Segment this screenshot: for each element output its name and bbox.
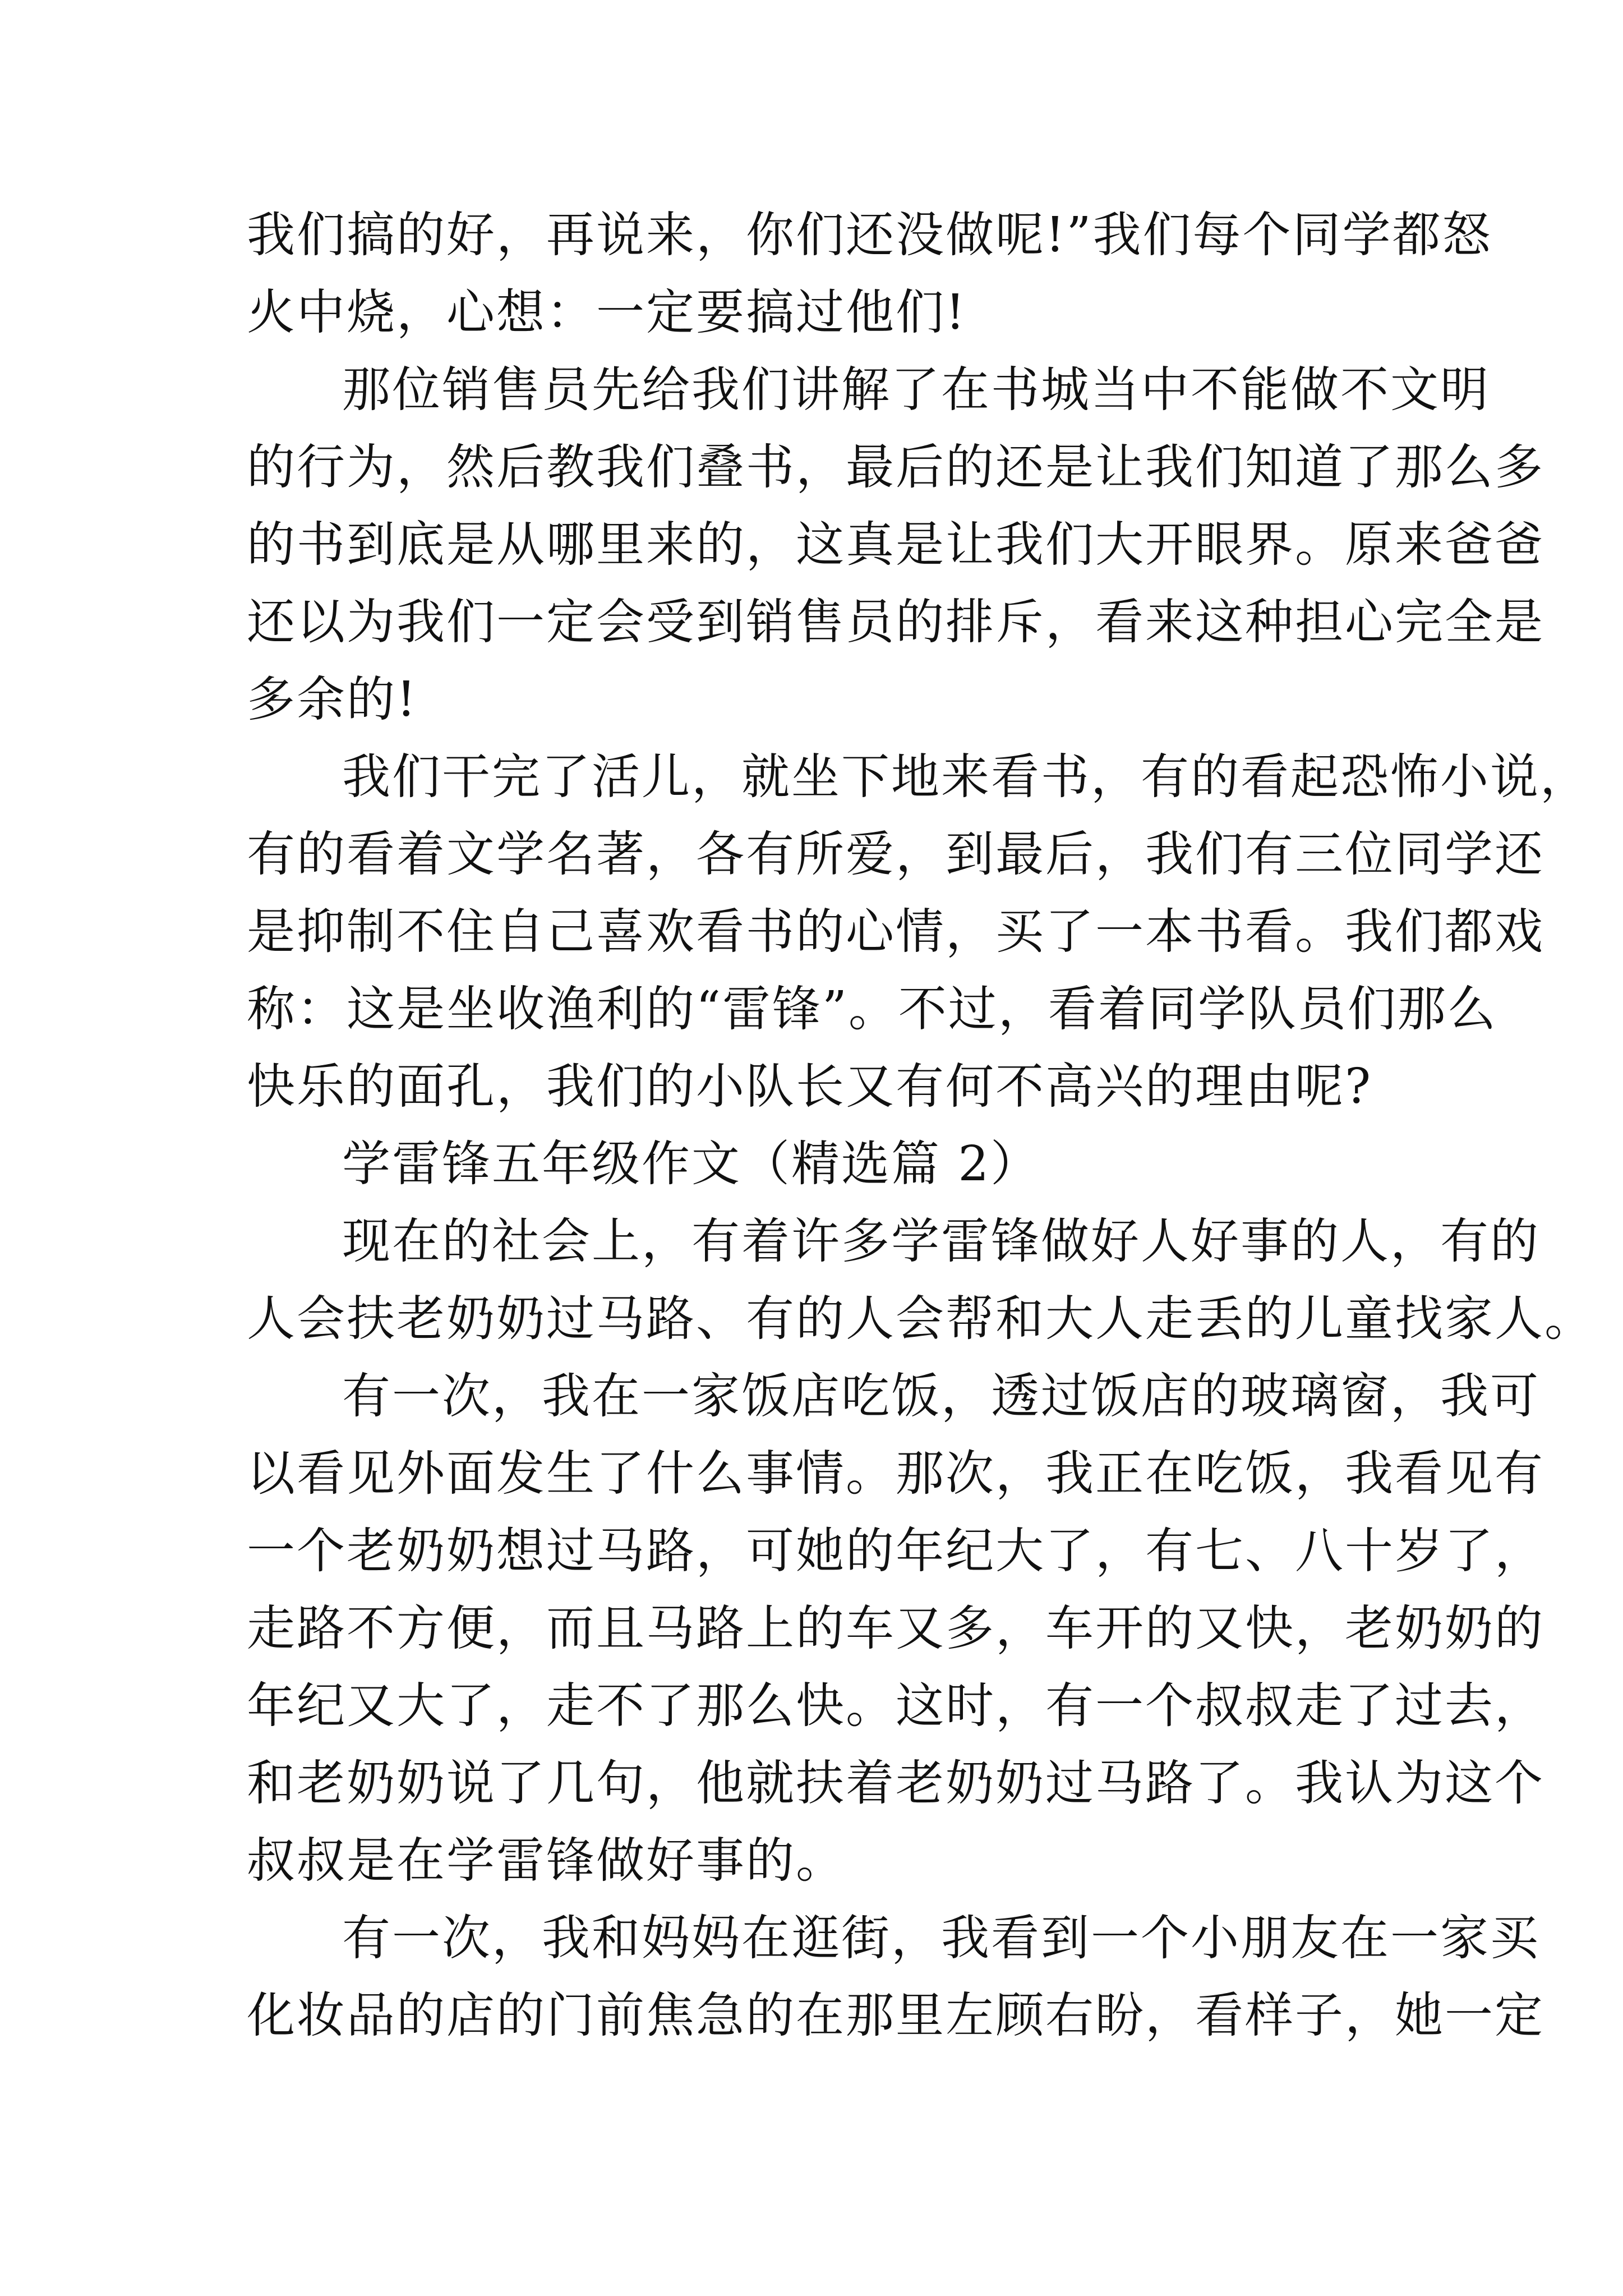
text-line: 现在的社会上，有着许多学雷锋做好人好事的人，有的	[342, 1213, 1540, 1269]
text-line: 一个老奶奶想过马路，可她的年纪大了，有七、八十岁了，	[247, 1523, 1544, 1579]
text-line: 火中烧，心想：一定要搞过他们!	[247, 284, 967, 341]
text-line: 还以为我们一定会受到销售员的排斥，看来这种担心完全是	[247, 594, 1544, 650]
document-body	[247, 196, 1594, 2054]
text-line: 走路不方便，而且马路上的车又多，车开的又快，老奶奶的	[247, 1600, 1544, 1657]
text-line: 那位销售员先给我们讲解了在书城当中不能做不文明	[342, 362, 1490, 418]
text-line: 称：这是坐收渔利的“雷锋”。不过，看着同学队员们那么	[247, 981, 1497, 1037]
text-line: 的行为，然后教我们叠书，最后的还是让我们知道了那么多	[247, 439, 1544, 495]
text-line: 有一次，我在一家饭店吃饭，透过饭店的玻璃窗，我可	[342, 1368, 1540, 1424]
text-line: 有一次，我和妈妈在逛街，我看到一个小朋友在一家买	[342, 1910, 1540, 1966]
text-line: 我们干完了活儿，就坐下地来看书，有的看起恐怖小说，	[342, 749, 1590, 805]
text-line: 快乐的面孔，我们的小队长又有何不高兴的理由呢?	[247, 1059, 1373, 1115]
text-line: 叔叔是在学雷锋做好事的。	[247, 1833, 846, 1889]
text-line: 是抑制不住自己喜欢看书的心情，买了一本书看。我们都戏	[247, 904, 1544, 960]
text-line: 的书到底是从哪里来的，这真是让我们大开眼界。原来爸爸	[247, 517, 1544, 573]
text-line: 化妆品的店的门前焦急的在那里左顾右盼，看样子，她一定	[247, 1987, 1544, 2044]
text-line: 以看见外面发生了什么事情。那次，我正在吃饭，我看见有	[247, 1446, 1544, 1502]
text-line: 我们搞的好，再说来，你们还没做呢!”我们每个同学都怒	[247, 207, 1492, 263]
text-line: 有的看着文学名著，各有所爱，到最后，我们有三位同学还	[247, 826, 1544, 882]
text-line: 人会扶老奶奶过马路、有的人会帮和大人走丢的儿童找家人。	[247, 1291, 1594, 1347]
text-line: 和老奶奶说了几句，他就扶着老奶奶过马路了。我认为这个	[247, 1755, 1544, 1811]
text-line: 多余的!	[247, 671, 418, 728]
section-heading: 学雷锋五年级作文（精选篇 2）	[342, 1136, 1041, 1192]
text-line: 年纪又大了，走不了那么快。这时，有一个叔叔走了过去，	[247, 1678, 1544, 1734]
